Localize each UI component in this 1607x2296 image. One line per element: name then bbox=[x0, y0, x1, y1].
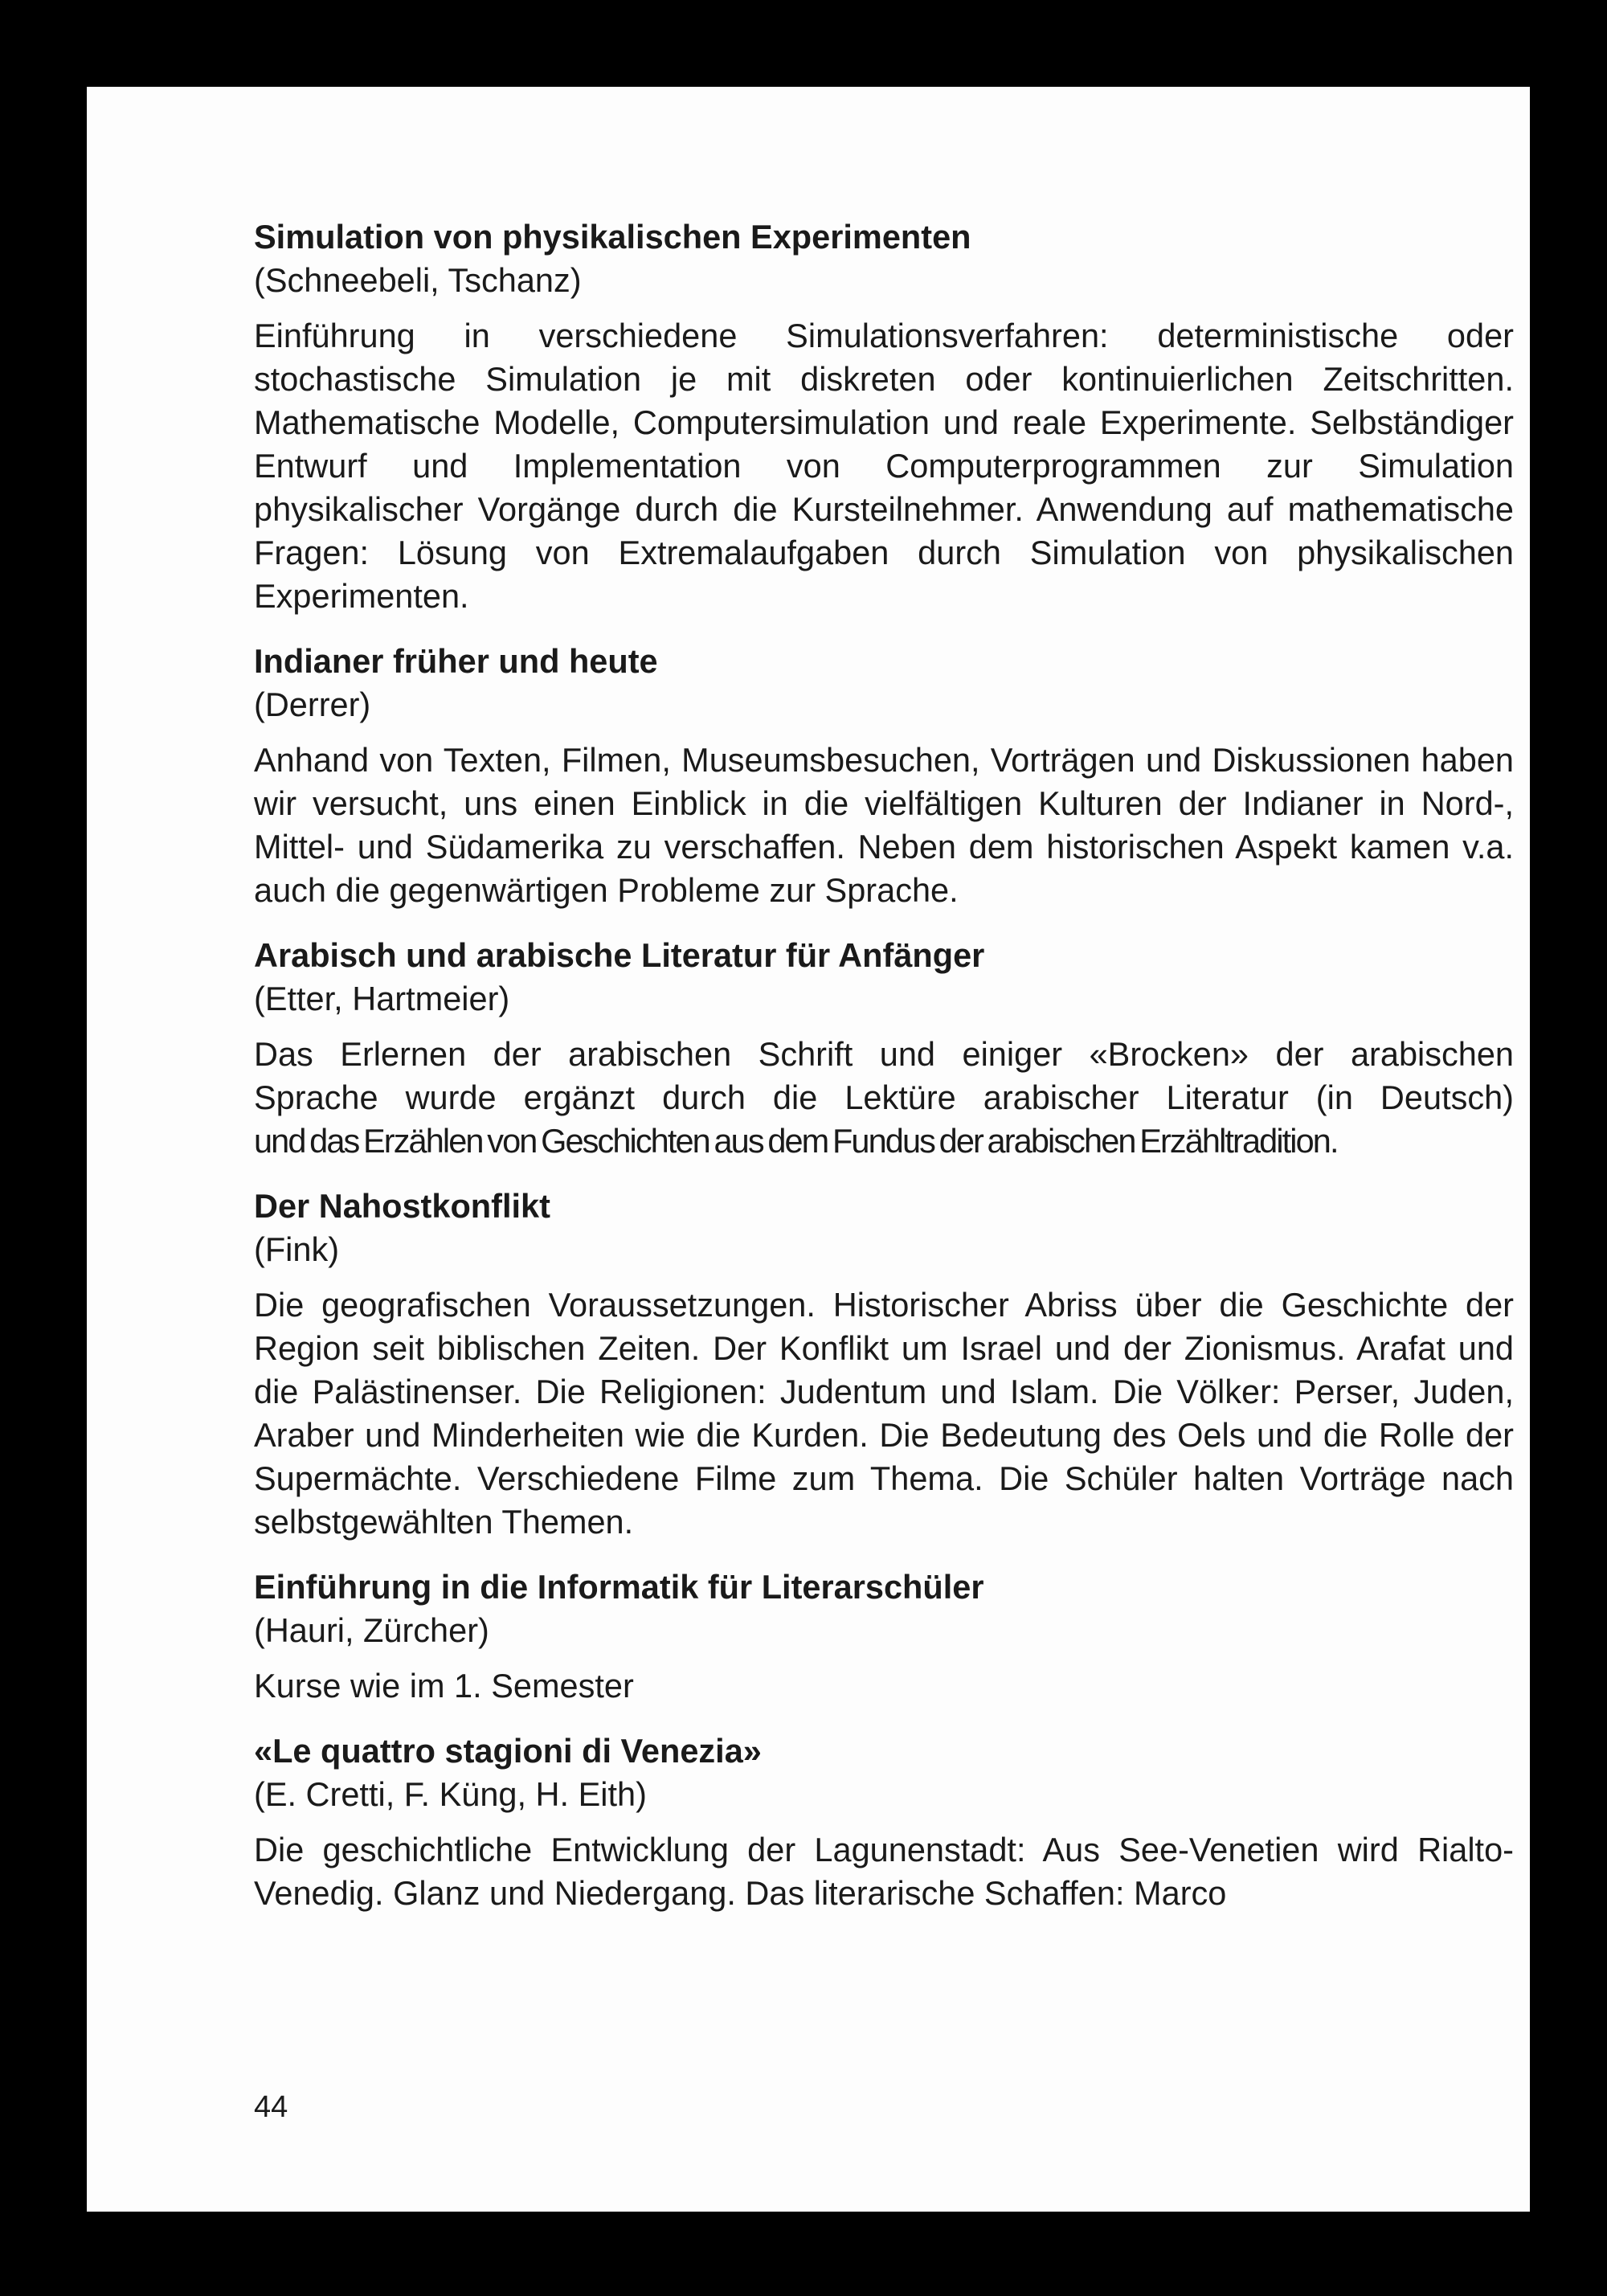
course-description-line: Das Erlernen der arabischen Schrift und einiger «Brocken» der arabischen bbox=[254, 1035, 1514, 1073]
page-number: 44 bbox=[254, 2090, 288, 2124]
course-description-line: und das Erzählen von Geschichten aus dem Fundus der arabischen Erzähltradition. bbox=[254, 1122, 1338, 1160]
course-item bbox=[254, 1565, 1514, 1708]
course-description bbox=[254, 1033, 1514, 1163]
course-teachers: (Etter, Hartmeier) bbox=[254, 980, 510, 1017]
course-teachers: (Derrer) bbox=[254, 686, 371, 723]
course-description: Kurse wie im 1. Semester bbox=[254, 1667, 634, 1705]
course-title: Simulation von physikalischen Experimenten bbox=[254, 218, 971, 256]
course-title: Der Nahostkonflikt bbox=[254, 1187, 550, 1225]
course-item bbox=[254, 1185, 1514, 1544]
course-title: Einführung in die Informatik für Literarschüler bbox=[254, 1568, 984, 1606]
course-item bbox=[254, 215, 1514, 618]
course-title: Indianer früher und heute bbox=[254, 642, 658, 680]
course-item bbox=[254, 1729, 1514, 1915]
course-description: Die geografischen Voraussetzungen. Historischer Abriss über die Geschichte der Region seit biblischen Zeiten. Der Konflikt um Israel und der Zionismus. Arafat und die Palästinenser. Die Religionen: Judentum und Islam. Die Völker: Perser, Juden, Araber und Minderheiten wie die Kurden. Die Bedeutung des Oels und die Rolle der Supermächte. Verschiedene Filme zum Thema. Die Schüler halten Vorträge nach selbstgewählten Themen. bbox=[254, 1286, 1514, 1541]
course-list bbox=[254, 215, 1514, 1937]
course-teachers: (E. Cretti, F. Küng, H. Eith) bbox=[254, 1775, 647, 1813]
course-title: Arabisch und arabische Literatur für Anfänger bbox=[254, 936, 985, 974]
document-page bbox=[87, 87, 1530, 2212]
course-teachers: (Fink) bbox=[254, 1230, 340, 1268]
course-teachers: (Schneebeli, Tschanz) bbox=[254, 261, 582, 299]
course-teachers: (Hauri, Zürcher) bbox=[254, 1611, 489, 1649]
course-title: «Le quattro stagioni di Venezia» bbox=[254, 1732, 762, 1770]
course-description: Die geschichtliche Entwicklung der Lagunenstadt: Aus See-Venetien wird Rialto-Venedig. Glanz und Niedergang. Das literarische Schaffen: Marco bbox=[254, 1831, 1514, 1912]
course-description: Einführung in verschiedene Simulationsverfahren: deterministische oder stochastische Simulation je mit diskreten oder kontinuierlichen Zeitschritten. Mathematische Modelle, Computersimulation und reale Experimente. Selbständiger Entwurf und Implementation von Computerprogrammen zur Simulation physikalischer Vorgänge durch die Kursteilnehmer. Anwendung auf mathematische Fragen: Lösung von Extremalaufgaben durch Simulation von physikalischen Experimenten. bbox=[254, 317, 1514, 615]
course-item bbox=[254, 934, 1514, 1163]
course-description-line: Sprache wurde ergänzt durch die Lektüre arabischer Literatur (in Deutsch) bbox=[254, 1078, 1514, 1116]
course-item bbox=[254, 640, 1514, 912]
course-description: Anhand von Texten, Filmen, Museumsbesuchen, Vorträgen und Diskussionen haben wir versucht, uns einen Einblick in die vielfältigen Kulturen der Indianer in Nord-, Mittel- und Südamerika zu verschaffen. Neben dem historischen Aspekt kamen v.a. auch die gegenwärtigen Probleme zur Sprache. bbox=[254, 741, 1514, 909]
